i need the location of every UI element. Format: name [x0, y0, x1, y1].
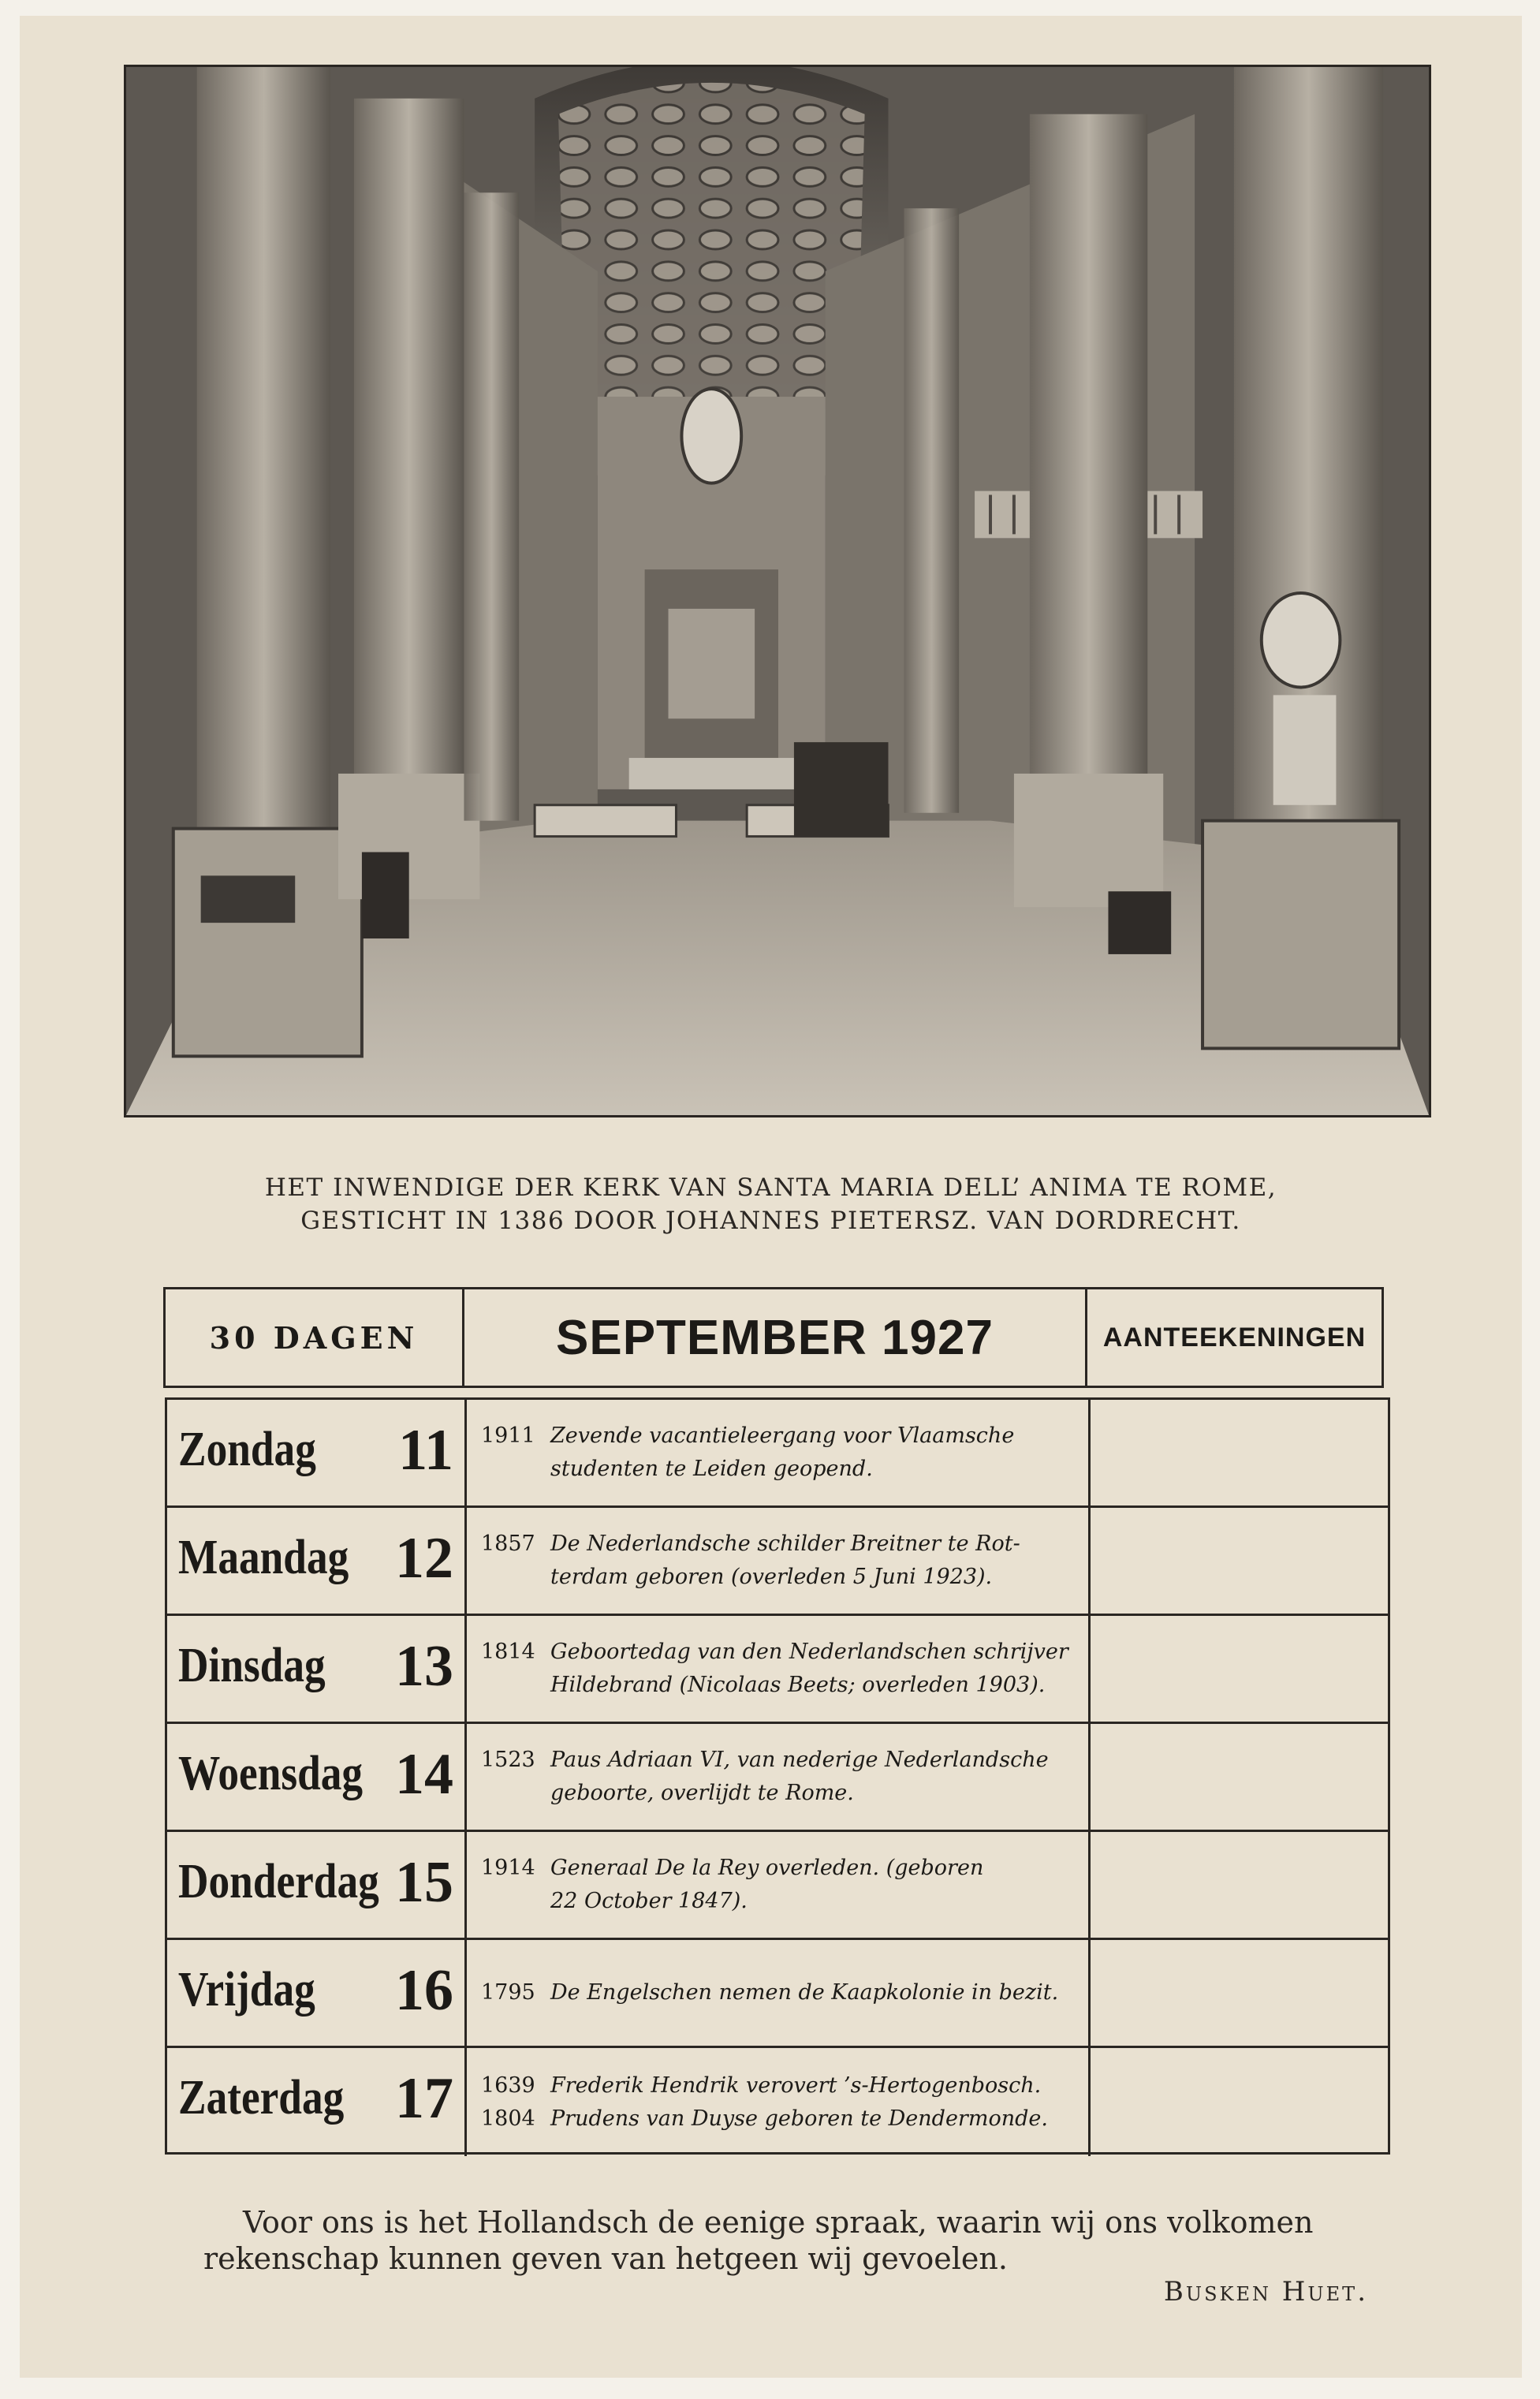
day-number: 17 [395, 2066, 453, 2131]
day-row [167, 1940, 1388, 2048]
event-text: Prudens van Duyse geboren te Dendermonde. [550, 2106, 1048, 2131]
calendar-header [163, 1287, 1384, 1388]
event-text-continued: studenten te Leiden geopend. [550, 1457, 873, 1481]
event-text-continued: geboorte, overlijdt te Rome. [550, 1781, 854, 1805]
event-text: De Nederlandsche schilder Breitner te Rot- [550, 1532, 1020, 1556]
day-number: 12 [395, 1526, 453, 1591]
event-cell [467, 1400, 1091, 1505]
event-entry [481, 1852, 1077, 1885]
calendar-body [165, 1397, 1390, 2155]
day-cell [167, 2048, 467, 2156]
day-cell [167, 1724, 467, 1830]
day-number: 11 [398, 1418, 453, 1483]
event-entry [481, 1528, 1077, 1561]
day-name: Maandag [178, 1531, 349, 1584]
event-text: Zevende vacantieleergang voor Vlaamsche [550, 1423, 1015, 1448]
day-name: Zondag [178, 1423, 316, 1476]
photo-caption-line-2: GESTICHT IN 1386 DOOR JOHANNES PIETERSZ. VAN DORDRECHT. [300, 1207, 1241, 1235]
quote-line-2: rekenschap kunnen geven van hetgeen wij gevoelen. [203, 2241, 1008, 2276]
event-entry [481, 1976, 1077, 2009]
event-text: Generaal De la Rey overleden. (geboren [550, 1856, 984, 1880]
day-number: 13 [395, 1634, 453, 1699]
church-interior-photo [124, 65, 1431, 1117]
day-row [167, 1616, 1388, 1724]
photo-caption-line-1: HET INWENDIGE DER KERK VAN SANTA MARIA DELL’ ANIMA TE ROME, [264, 1173, 1277, 1202]
notes-cell[interactable] [1091, 2048, 1388, 2156]
event-entry [481, 1744, 1077, 1777]
event-year: 1814 [481, 1640, 535, 1664]
day-cell [167, 1508, 467, 1614]
quote [203, 2204, 1386, 2277]
notes-cell[interactable] [1091, 1940, 1388, 2046]
day-row [167, 1832, 1388, 1940]
event-year: 1857 [481, 1532, 535, 1556]
event-cell [467, 1940, 1091, 2046]
event-cell [467, 1616, 1091, 1722]
day-name: Donderdag [178, 1855, 379, 1908]
event-year: 1804 [481, 2106, 535, 2131]
event-entry [481, 1420, 1077, 1453]
notes-header: AANTEEKENINGEN [1102, 1322, 1367, 1352]
event-cell [467, 2048, 1091, 2156]
day-cell [167, 1400, 467, 1505]
event-entry [481, 2102, 1077, 2136]
day-row [167, 1400, 1388, 1508]
event-year: 1523 [481, 1748, 535, 1772]
day-row [167, 2048, 1388, 2156]
event-cell [467, 1724, 1091, 1830]
event-entry [481, 1636, 1077, 1669]
event-text: Geboortedag van den Nederlandschen schrijver [550, 1640, 1068, 1664]
notes-cell[interactable] [1091, 1616, 1388, 1722]
event-cell [467, 1508, 1091, 1614]
day-row [167, 1508, 1388, 1616]
event-year: 1911 [481, 1423, 535, 1448]
event-text-continued: terdam geboren (overleden 5 Juni 1923). [550, 1565, 993, 1589]
event-entry [481, 2069, 1077, 2102]
notes-cell[interactable] [1091, 1400, 1388, 1505]
quote-author: Busken Huet. [1163, 2276, 1368, 2308]
event-text-continued: 22 October 1847). [550, 1889, 748, 1913]
day-cell [167, 1616, 467, 1722]
day-cell [167, 1832, 467, 1938]
notes-cell[interactable] [1091, 1832, 1388, 1938]
day-name: Zaterdag [178, 2071, 345, 2125]
day-number: 15 [395, 1850, 453, 1915]
day-row [167, 1724, 1388, 1832]
notes-cell[interactable] [1091, 1724, 1388, 1830]
event-year: 1795 [481, 1980, 535, 2005]
church-interior-image [126, 67, 1429, 1115]
notes-cell[interactable] [1091, 1508, 1388, 1614]
day-number: 16 [395, 1958, 453, 2023]
day-name: Dinsdag [178, 1639, 326, 1692]
event-year: 1639 [481, 2073, 535, 2098]
days-count-label: 30 DAGEN [166, 1289, 464, 1386]
event-cell [467, 1832, 1091, 1938]
event-text: Paus Adriaan VI, van nederige Nederlandsche [550, 1748, 1049, 1772]
event-text: Frederik Hendrik verovert ’s-Hertogenbosch. [550, 2073, 1042, 2098]
event-text: De Engelschen nemen de Kaapkolonie in bezit. [550, 1980, 1059, 2005]
quote-line-1: Voor ons is het Hollandsch de eenige spraak, waarin wij ons volkomen [243, 2205, 1314, 2240]
day-name: Woensdag [178, 1747, 364, 1800]
event-text-continued: Hildebrand (Nicolaas Beets; overleden 1903). [550, 1673, 1046, 1697]
day-cell [167, 1940, 467, 2046]
event-year: 1914 [481, 1856, 535, 1880]
calendar-page [20, 16, 1522, 2378]
day-name: Vrijdag [178, 1963, 315, 2017]
day-number: 14 [395, 1742, 453, 1807]
month-title: SEPTEMBER 1927 [464, 1289, 1087, 1386]
